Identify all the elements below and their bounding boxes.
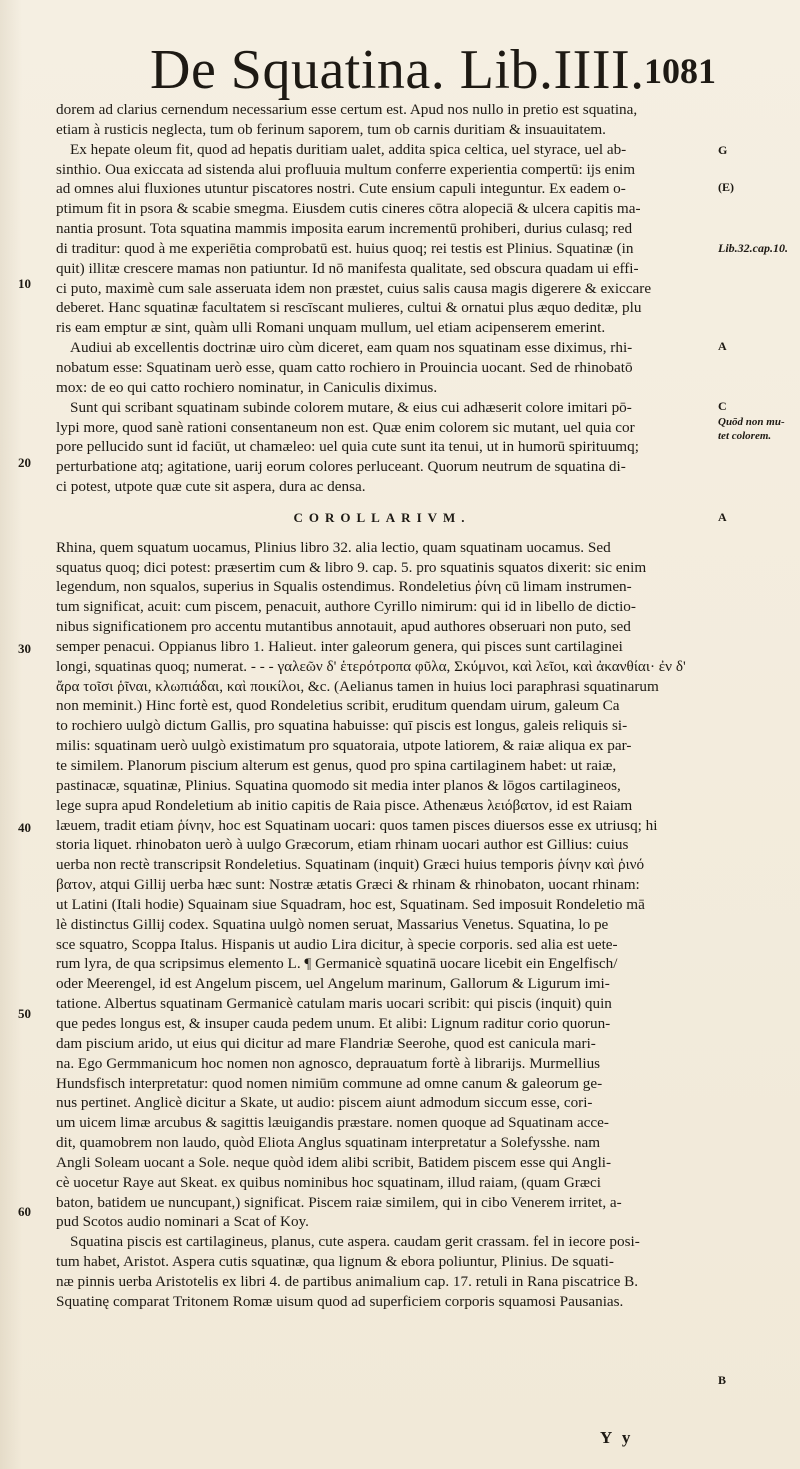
signature-mark: Y y: [600, 1428, 634, 1447]
text-line: quit) illitæ crescere mamas non patiuntur. Id nō manifesta qualitate, sed obscura quadam ui effi-: [56, 259, 639, 277]
text-line: nobatum esse: Squatinam uerò esse, quam catto rochiero in Prouincia uocant. Sed de rhinobatō: [56, 358, 633, 376]
text-line: semper penacui. Oppianus libro 1. Halieut. inter galeorum genera, qui pisces sunt cartilaginei: [56, 637, 623, 655]
text-line: ut Latini (Itali hodie) Squainam siue Squadram, hoc est, Squatinam. Sed imposuit Rondeletio mā: [56, 895, 645, 913]
text-line: lypi more, quod sanè rationi consentaneum non est. Quæ enim colorem sic mutant, uel quia cor: [56, 418, 635, 436]
text-line: baton, batidem ue nuncupant,) significat. Piscem raiæ similem, qui in cibo Venerem irritet, a-: [56, 1193, 622, 1211]
margin-letter: A: [718, 510, 727, 524]
text-line: etiam à rusticis neglecta, tum ob ferinum saporem, tum ob carnis duritiam & insuauitatem.: [56, 120, 606, 138]
line-number: 30: [18, 641, 31, 656]
margin-letter: (E): [718, 180, 734, 194]
text-line: ἄρα τοῖσι ῥῖναι, κλωπιάδαι, καὶ ποικίλοι, &c. (Aelianus tamen in huius loci paraphrasi squatinarum: [56, 677, 659, 695]
line-number: 20: [18, 455, 31, 470]
text-line: Squatina piscis est cartilagineus, planus, cute aspera. caudam gerit crassam. fel in iecore posi-: [70, 1233, 640, 1251]
text-line: tum significat, acuit: cum piscem, penacuit, authore Cyrillo nimirum: qui id in libello de dictio-: [56, 598, 636, 616]
text-line: perturbatione atq; agitatione, uarij eorum colores perluceant. Quorum neutrum de squatina di-: [56, 458, 626, 476]
page-header: [150, 38, 716, 101]
text-line: te similem. Planorum piscium alterum est genus, quod pro spina cartilaginem habet: ut raiæ,: [56, 757, 617, 774]
body-text: [56, 100, 708, 1312]
line-number: 40: [18, 820, 31, 835]
text-line: næ pinnis uerba Aristotelis ex libri 4. de partibus animalium cap. 17. retuli in Rana piscatrice B.: [56, 1272, 639, 1290]
text-line: que pedes longus est, & insuper cauda pedem unum. Et alibi: Lignum raditur corio quorun-: [56, 1014, 611, 1032]
text-line: longi, squatinas quoq; numerat. - - - γαλεῶν δ' ἑτερότροπα φῦλα, Σκύμνοι, καὶ λεῖοι, καὶ ἀκανθίαι· ἐν δ': [56, 657, 686, 675]
text-line: tatione. Albertus squatinam Germanicè catulam maris uocari scribit: qui piscis (inquit) quin: [56, 995, 612, 1013]
paragraph: [56, 398, 708, 497]
paragraph: [56, 100, 708, 140]
text-line: um uicem limæ arcubus & sagittis læuigandis præstare. nomen quoque ad Squatinam acce-: [56, 1114, 609, 1132]
text-line: uerba non rectè transcripsit Rondeletius. Squatinam (inquit) Græci huius temporis ῥίνην καὶ ῥινό: [56, 856, 645, 874]
text-line: Squatinę comparat Tritonem Romæ uisum quod ad superficiem corporis squamosi Pausanias.: [56, 1292, 624, 1310]
text-line: dit, quamobrem non laudo, quòd Eliota Anglus squatinam interpretatur a Solefysshe. nam: [56, 1134, 601, 1152]
text-line: nantia prosunt. Tota squatina mammis imposita earum incrementū prohiberi, durius culasq; red: [56, 220, 633, 238]
margin-citation: Lib.32.cap.10.: [718, 241, 788, 255]
text-line: pud Scotos audio nominari a Scat of Koy.: [56, 1213, 309, 1231]
text-line: Audiui ab excellentis doctrinæ uiro cùm diceret, eam quam nos squatinam esse diximus, rhi-: [70, 339, 633, 357]
text-line: Ex hepate oleum fit, quod ad hepatis duritiam ualet, addita spica celtica, uel styrace, uel ab-: [70, 140, 627, 158]
text-line: nibus significationem pro accentu mutantibus annotauit, apud authores obseruari non puto, sed: [56, 618, 631, 636]
margin-letter: B: [718, 1373, 727, 1387]
text-line: non meminit.) Hinc fortè est, quod Rondeletius scribit, eruditum quendam uirum, galeum Ca: [56, 697, 620, 715]
text-line: to rochiero uulgò dictum Gallis, pro squatina habuisse: quī piscis est longus, galeis reliquis si-: [56, 717, 628, 735]
text-line: sce squatro, Scoppa Italus. Hispanis ut audio Lira dicitur, à specie corporis. sed alia est uete-: [56, 935, 618, 953]
margin-letter: C: [718, 399, 727, 413]
text-line: na. Ego Germmanicum hoc nomen non agnosco, deprauatum fortè à librarijs. Murmellius: [56, 1054, 601, 1072]
text-line: legendum, non squalos, superius in Squalis ostendimus. Rondeletius ῥίνη cū limam instrumen-: [56, 578, 632, 596]
text-line: Sunt qui scribant squatinam subinde colorem mutare, & eius cui adhæserit colore imitari pō-: [70, 398, 632, 416]
line-number: 10: [18, 276, 31, 291]
text-line: lè distinctus Gillij codex. Squatina uulgò nomen seruat, Massarius Venetus. Squatina, lo pe: [56, 915, 609, 933]
corollarium-text: [56, 538, 708, 1233]
line-number: 60: [18, 1204, 31, 1219]
text-line: dam piscium arido, ut eius qui dicitur ad mare Flandriæ Seerohe, quod est canicula mari-: [56, 1034, 596, 1052]
text-line: βατον, atqui Gillij uerba hæc sunt: Nostræ ætatis Græci & rhinam & rhinobaton, uocant rhinam:: [56, 876, 640, 894]
text-line: ci potest, utpote quæ cute sit aspera, dura ac densa.: [56, 478, 366, 496]
text-line: deberet. Hanc squatinæ facultatem si rescīscant mulieres, cultui & ornatui plus æquo deditæ, plu: [56, 299, 642, 317]
text-line: milis: squatinam uerò uulgò existimatum pro squatoraia, utpote latiorem, & raiæ aliqua ex par-: [56, 737, 632, 755]
text-line: rum lyra, de qua scripsimus elemento L. ¶ Germanicè squatinā uocare licebit ein Engelfisch/: [56, 955, 618, 973]
text-line: ptimum fit in psora & scabie smegma. Eiusdem cutis cineres cōtra alopeciā & ulcera capitis ma-: [56, 200, 641, 218]
text-line: oder Meerengel, id est Angelum piscem, uel Angelum marinum, Gallorum & Ligurum imi-: [56, 975, 610, 993]
text-line: lege supra apud Rondeletium ab initio capitis de Raia pisce. Athenæus λειόβατον, id est Raiam: [56, 796, 633, 814]
paragraph: [56, 140, 708, 338]
text-line: mox: de eo qui catto rochiero nominatur, in Caniculis diximus.: [56, 378, 438, 396]
spacer: [56, 497, 708, 504]
text-line: tum habet, Aristot. Aspera cutis squatinæ, qua lignum & ebora poliuntur, Plinius. De squati-: [56, 1253, 614, 1271]
page-number: 1081: [644, 51, 716, 91]
text-line: Rhina, quem squatum uocamus, Plinius libro 32. alia lectio, quam squatinam uocamus. Sed: [56, 538, 611, 556]
text-line: dorem ad clarius cernendum necessarium esse certum est. Apud nos nullo in pretio est squatina,: [56, 101, 638, 118]
running-title: De Squatina. Lib.IIII.: [150, 39, 645, 101]
text-line: ad omnes alui fluxiones utuntur piscatores nostri. Cute ensium capuli integuntur. Ex eadem o-: [56, 180, 626, 198]
text-line: squatus quoq; dici potest: præsertim cum & libro 9. cap. 5. pro squatinis squatos dixerit: sic enim: [56, 558, 647, 576]
margin-note: tet colorem.: [718, 430, 772, 442]
text-line: Angli Soleam uocant a Sole. neque quòd idem alibi scribit, Batidem piscem esse qui Angli-: [56, 1153, 612, 1171]
text-line: ris eam emptur æ sint, quàm ulli Romani unquam mullum, uel etiam acipenserem emerint.: [56, 319, 606, 337]
text-line: di traditur: quod à me experiētia comprobatū est. huius quoq; rei testis est Plinius. Squatinæ (in: [56, 239, 634, 257]
text-line: nus pertinet. Anglicè dicitur a Skate, ut audio: piscem aiunt admodum siccum esse, cori-: [56, 1094, 593, 1112]
margin-note: Quōd non mu-: [718, 416, 785, 428]
text-line: læuem, tradit etiam ῥίνην, hoc est Squatinam uocari: quos tamen pisces diuersos esse ex utriusq; hi: [56, 816, 658, 834]
line-number: 50: [18, 1006, 31, 1021]
paragraph: [56, 338, 708, 398]
text-line: pore pellucido sunt id faciūt, ut chamæleo: uel quia cute sunt ita tenui, ut in humorū spirituumq;: [56, 438, 639, 456]
corollarium-heading: COROLLARIVM.: [293, 509, 471, 525]
text-line: storia liquet. rhinobaton uerò à uulgo Græcorum, etiam rhinam uocari author est Gillius: cuius: [56, 836, 629, 854]
text-line: pastinacæ, squatinæ, Plinius. Squatina quomodo sit media inter planos & lōgos cartilagineos,: [56, 776, 621, 794]
paragraph: [56, 1232, 708, 1311]
margin-letter: A: [718, 339, 727, 353]
text-line: sinthio. Oua exiccata ad sistenda alui profluuia multum conferre experientia compertū: ijs enim: [56, 160, 636, 178]
margin-letter: G: [718, 143, 728, 157]
text-line: Hundsfisch interpretatur: quod nomen nimiūm commune ad omne canum & galeorum ge-: [56, 1074, 603, 1092]
text-line: cè uocetur Raye aut Skeat. ex quibus nominibus hoc squatinam, illud raiam, (quam Græci: [56, 1173, 601, 1191]
text-line: ci puto, maximè cum sale asseruata idem non præstet, cuius salis causa magis digerere & exiccare: [56, 279, 652, 297]
